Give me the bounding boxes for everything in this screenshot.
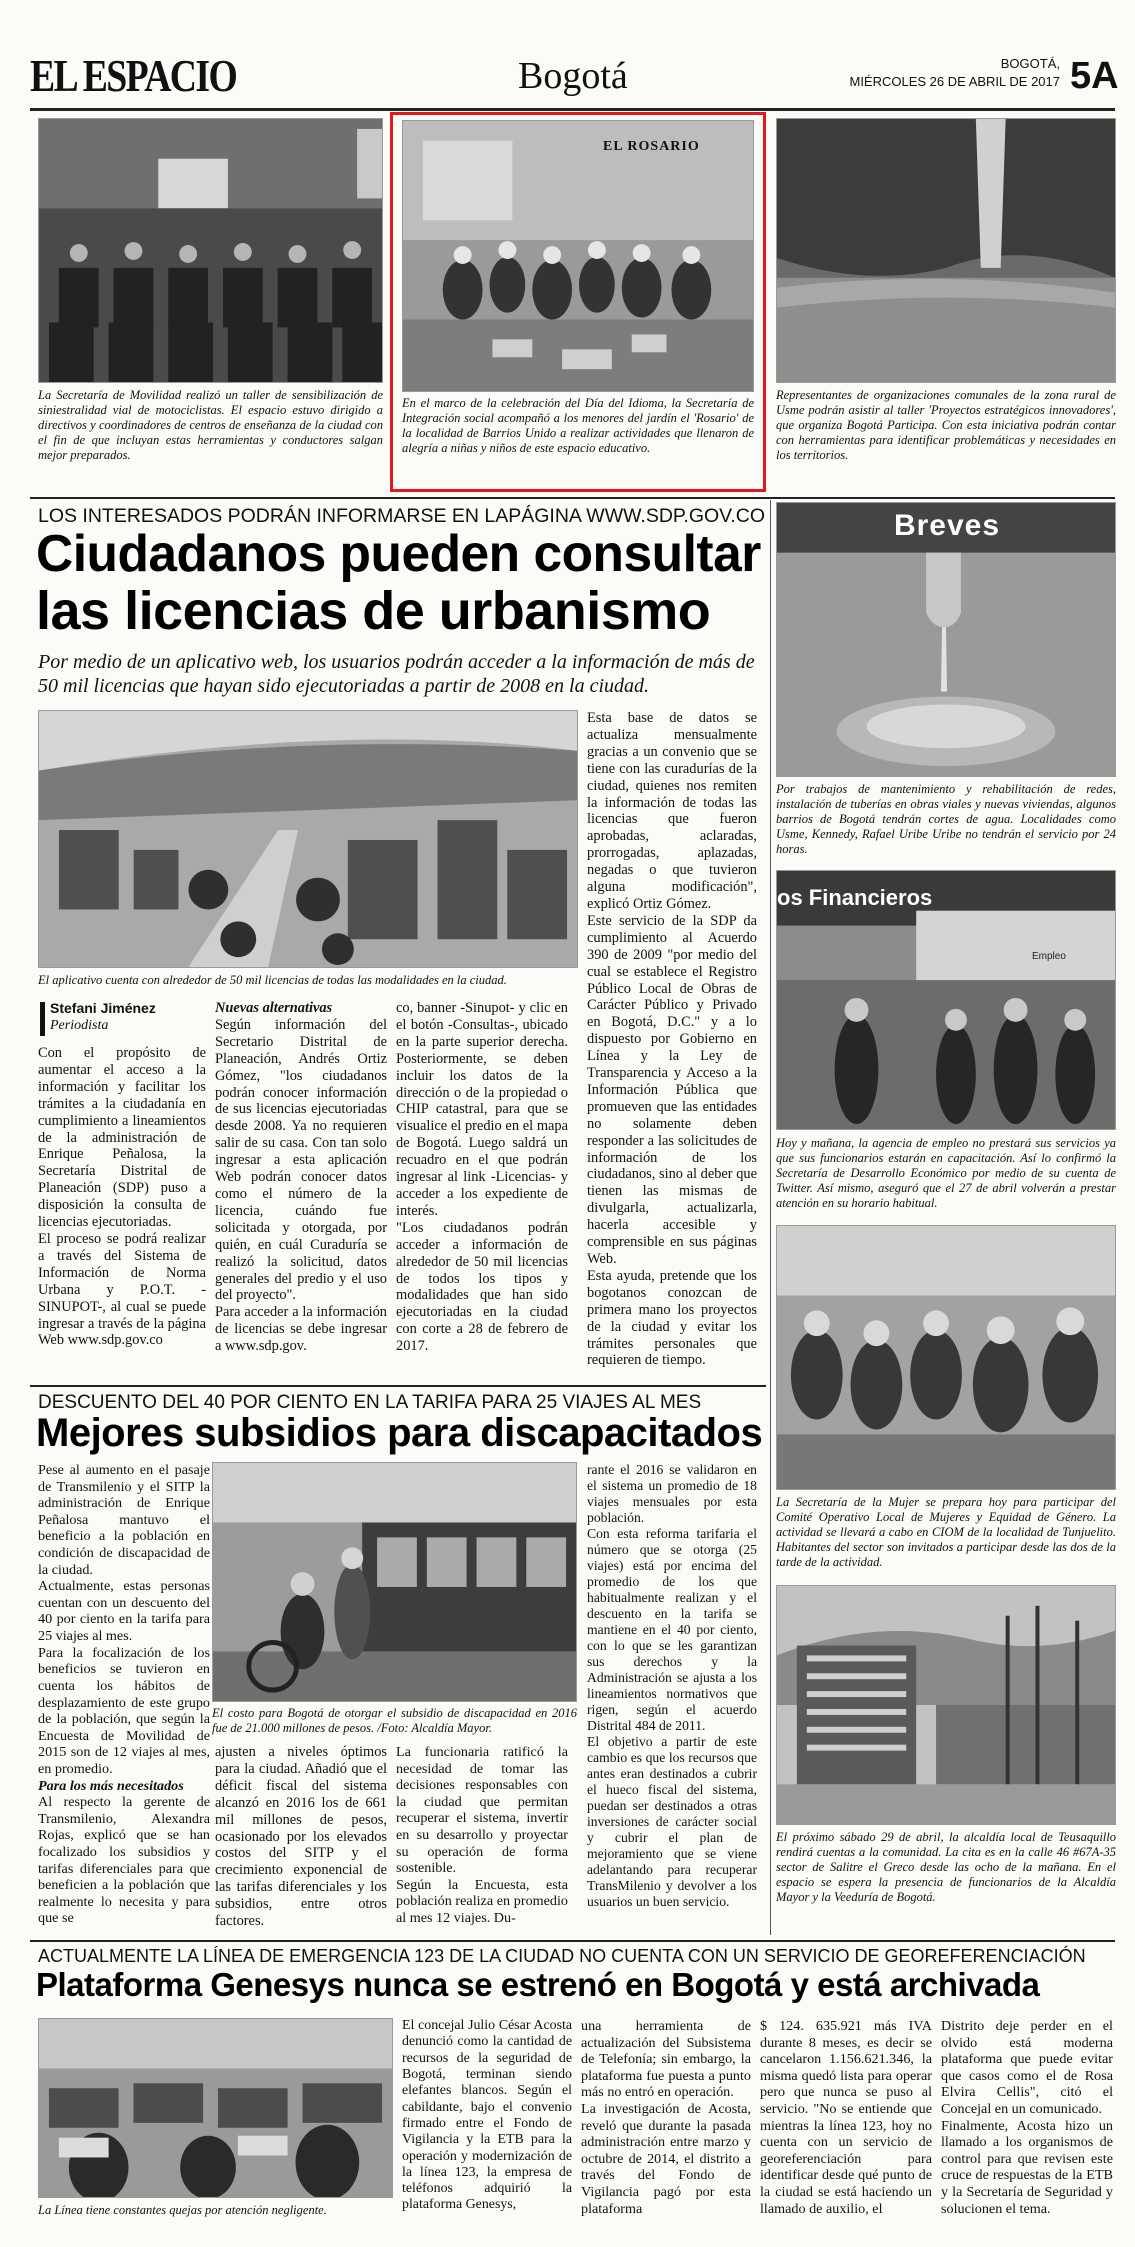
article3-column2	[581, 2018, 751, 2228]
employment-sign-text: os Financieros	[777, 885, 933, 910]
article1-column2	[215, 1000, 387, 1375]
article2-col4-p2: Con esta reforma tarifaria el número que se otorga (25 viajes) está por encima del promedio de los que habitualmente realizan y el descuento en la tarifa se mantiene en el 40 por ciento, con lo que se les garantizan sus derechos y la Administración se ajusta a los lineamientos normativos que rigen, según el acuerdo Distrital 484 de 2011.	[587, 1526, 757, 1734]
article1-lead: Por medio de un aplicativo web, los usuarios podrán acceder a la información de más de 50 mil licencias que hayan sido ejecutoriadas a partir de 2008 en la ciudad.	[38, 651, 755, 697]
rosario-caption: En el marco de la celebración del Día del Idioma, la Secretaría de Integración social acompañó a los menores del jardín el 'Rosario' de la localidad de Barrios Unido a realizar actividades que llenaron de alegría a niñas y niños de este espacio educativo.	[402, 396, 754, 455]
sidebar-divider	[770, 500, 771, 1935]
article1-col2-p2: Para acceder a la información de licencias se debe ingresar a www.sdp.gov.	[215, 1304, 387, 1355]
article2-col1-p1: Pese al aumento en el pasaje de Transmilenio y el SITP la administración de Enrique Peñalosa mantuvo el beneficio a la población en condición de discapacidad de la ciudad.	[38, 1462, 210, 1578]
byline-bar	[40, 1002, 45, 1036]
row-rule	[30, 497, 1115, 499]
article2-subhead: Para los más necesitados	[38, 1777, 184, 1794]
masthead-rule	[30, 108, 1115, 111]
breves-item-water: Por trabajos de mantenimiento y rehabilitación de redes, instalación de tuberías en obras viales y nuevas viviendas, algunos barrios de Bogotá tendrán cortes de agua. Localidades como Usme, Kennedy, Rafael Uribe Uribe no tendrán el servicio por 24 horas.	[776, 782, 1116, 856]
article3-col4-p2: Finalmente, Acosta hizo un llamado a los organismos de control para que revisen este cruce de respuestas de la ETB y la Secretaría de Seguridad y solucionen el tema.	[941, 2117, 1113, 2217]
article3-col2-p1: una herramienta de actualización del Subsistema de Telefonía; sin embargo, la plataforma fue puesta a punto más no entró en operación.	[581, 2018, 751, 2101]
breves-employment-photo	[776, 870, 1116, 1130]
article2-column1	[38, 1462, 210, 1932]
breves-women-photo	[776, 1225, 1116, 1490]
breves-title: Breves	[893, 509, 1001, 542]
article2-col2-p1: ajusten a niveles óptimos para la ciudad. Añadió que el déficit fiscal del sistema alcanzó en 2016 los de 661 mil millones de pesos, ocasionado por los elevados costos del SITP y el crecimiento exponencial de las tarifas diferenciales y los subsidios, entre otros factores.	[215, 1744, 387, 1930]
page-number: 5A	[1070, 55, 1119, 97]
article1-column4	[587, 710, 757, 1375]
masthead-date: MIÉRCOLES 26 DE ABRIL DE 2017	[849, 74, 1060, 89]
article1-col4-p1: Esta base de datos se actualiza mensualmente gracias a un convenio que se tiene con las curadurías de la ciudad, quienes nos remiten la información de todas las licencias que fueron aprobadas, aclaradas, prorrogadas, aplazadas, negadas o que tuvieron alguna modificación", explicó Ortiz Gómez.	[587, 710, 757, 912]
usme-landscape-photo	[776, 118, 1116, 383]
breves-item-employment: Hoy y mañana, la agencia de empleo no prestará sus servicios ya que sus funcionarios estarán en capacitación. Así lo confirmó la Secretaría de Desarrollo Económico por medio de su cuenta de Twitter. Así mismo, aseguró que el 27 de abril volverán a prestar atención en su horario habitual.	[776, 1136, 1116, 1210]
article1-kicker: LOS INTERESADOS PODRÁN INFORMARSE EN LAPÁGINA WWW.SDP.GOV.CO	[38, 505, 766, 527]
movilidad-caption: La Secretaría de Movilidad realizó un taller de sensibilización de siniestralidad vial de motociclistas. El espacio estuvo dirigido a directivos y coordinadores de centros de enseñanza de la ciudad con el fin de que incluyan estas herramientas y conductores salgan mejor preparados.	[38, 388, 383, 462]
employment-sign-small: Empleo	[1032, 951, 1066, 962]
bogota-city-photo	[38, 710, 578, 968]
transmilenio-photo-caption: El costo para Bogotá de otorgar el subsidio de discapacidad en 2016 fue de 21.000 millones de pesos. /Foto: Alcaldía Mayor.	[212, 1706, 577, 1735]
article2-col1-p4: Al respecto la gerente de Transmilenio, Alexandra Rojas, explicó que se han focalizado los subsidios y tarifas diferenciales para que beneficien a la población que realmente lo necesita y para que se	[38, 1794, 210, 1927]
article3-col4-p1: Distrito deje perder en el olvido está moderna plataforma que puede evitar que casos como el de Rosa Elvira Cellis", citó el Concejal en un comunicado.	[941, 2018, 1113, 2118]
article1-bottom-rule	[30, 1385, 766, 1387]
section-title: Bogotá	[518, 55, 628, 97]
usme-caption: Representantes de organizaciones comunales de la zona rural de Usme podrán asistir al taller 'Proyectos estratégicos innovadores', que organiza Bogotá Participa. Con esta iniciativa podrán contar con herramientas para identificar problemáticas y necesidades en los territorios.	[776, 388, 1116, 462]
article2-col1-p3: Para la focalización de los beneficios se tuvieron en cuenta los hábitos de desplazamiento de este grupo de la población, que según la Encuesta de Movilidad de 2015 son de 12 viajes al mes, en promedio.	[38, 1644, 210, 1777]
article2-col4-p3: El objetivo a partir de este cambio es que los recursos que antes eran destinados a cubrir el hueco fiscal del sistema, puedan ser destinados a otras inversiones de carácter social y cubrir el plan de mejoramiento que se viene adelantando para recuperar TransMilenio y devolver a los usuarios un buen servicio.	[587, 1734, 757, 1910]
masthead	[30, 50, 1119, 110]
linea-123-photo	[38, 2018, 393, 2198]
article2-kicker: DESCUENTO DEL 40 POR CIENTO EN LA TARIFA PARA 25 VIAJES AL MES	[38, 1392, 702, 1413]
breves-water-photo	[776, 502, 1116, 777]
article2-headline: Mejores subsidios para discapacitados	[36, 1411, 763, 1455]
article3-col2-p2: La investigación de Acosta, reveló que durante la pasada administración entre marzo y octubre de 2014, el distrito a través del Fondo de Vigilancia pagó por esta plataforma	[581, 2101, 751, 2217]
article2-column2	[215, 1744, 387, 1932]
breves-item-women: La Secretaría de la Mujer se prepara hoy para participar del Comité Operativo Local de Mujeres y Equidad de Género. La actividad se llevará a cabo en CIOM de la localidad de Tunjuelito. Habitantes del sector son invitados a participar desde las dos de la tarde de la actividad.	[776, 1495, 1116, 1569]
article1-col4-p3: Esta ayuda, pretende que los bogotanos conozcan de primera mano los proyectos de la ciudad y evitar los trámites personales que requieren de tiempo.	[587, 1267, 757, 1369]
article1-col2-p1: Según información del Secretario Distrital de Planeación, Andrés Ortiz Gómez, "los ciudadanos podrán conocer información de sus licencias ejecutoriadas desde 2008. Ya no requieren salir de su casa. Con tan solo ingresar a esta aplicación Web podrán conocer datos como el número de la licencia, cuándo fue solicitada y otorgada, por quién, en cuál Curaduría se realizó la solicitud, datos generales del predio y el uso del proyecto".	[215, 1016, 387, 1304]
byline-name: Stefani Jiménez	[50, 1000, 156, 1016]
article1-headline-line1: Ciudadanos pueden consultar	[36, 524, 761, 582]
article2-column3	[396, 1744, 568, 1932]
article3-top-rule	[30, 1940, 1115, 1942]
article1-col3-p1: co, banner -Sinupot- y clic en el botón -Consultas-, ubicado en la parte superior derecha. Posteriormente, se deben incluir los datos de la dirección o de la propiedad o CHIP catastral, para que se visualice el predio en el mapa de Bogotá. Luego saldrá un recuadro en el que podrán ingresar al link -Licencias- y acceder a los expediente de interés.	[396, 1000, 568, 1219]
movilidad-workshop-photo	[38, 118, 383, 383]
article3-headline: Plataforma Genesys nunca se estrenó en Bogotá y está archivada	[36, 1966, 1040, 2003]
masthead-city: BOGOTÁ,	[1000, 56, 1060, 71]
article3-col1-p1: El concejal Julio César Acosta denunció como la cantidad de recursos de la seguridad de Bogotá, terminan siendo elefantes blancos. Según el cabildante, bajo el convenio firmado entre el Fondo de Vigilancia y la ETB para la operación y modernización de la línea 123, la empresa de teléfonos adquirió la plataforma Genesys,	[402, 2018, 572, 2213]
article3-kicker: ACTUALMENTE LA LÍNEA DE EMERGENCIA 123 DE LA CIUDAD NO CUENTA CON UN SERVICIO DE GEOREFERENCIACIÓN	[38, 1946, 1086, 1966]
article1-col1-p2: El proceso se podrá realizar a través del Sistema de Información de Norma Urbana y P.O.T. -SINUPOT-, al cual se puede ingresar a través de la página Web www.sdp.gov.co	[38, 1230, 206, 1349]
article3-column4	[941, 2018, 1113, 2228]
article2-column4	[587, 1462, 757, 1932]
newspaper-logo: EL ESPACIO	[30, 50, 237, 101]
article3-column3	[760, 2018, 932, 2228]
byline-role: Periodista	[50, 1018, 109, 1033]
article2-col3-p1: La funcionaria ratificó la necesidad de tomar las decisiones responsables con la ciudad que permitan recuperar el sistema, invertir en su desarrollo y proyectar su operación de forma sostenible.	[396, 1744, 568, 1877]
article3-col3-p1: $ 124. 635.921 más IVA durante 8 meses, es decir se cancelaron 1.156.621.346, la misma quedó lista para operar pero que nunca se puso al servicio. "No se entiende que mientras la línea 123, hoy no cuenta con un servicio de georeferenciación para identificar desde qué punto de la ciudad se está haciendo un llamado de auxilio, el	[760, 2018, 932, 2217]
linea-123-caption: La Línea tiene constantes quejas por atención negligente.	[38, 2203, 327, 2217]
bogota-photo-caption: El aplicativo cuenta con alrededor de 50 mil licencias de todas las modalidades en la ciudad.	[38, 973, 507, 987]
article2-col4-p1: rante el 2016 se validaron en el sistema un promedio de 18 viajes mensuales por esta población.	[587, 1462, 757, 1526]
jardin-rosario-photo	[402, 120, 754, 392]
rosario-sign: EL ROSARIO	[603, 139, 700, 154]
article1-column1	[38, 1045, 206, 1375]
article3-column1	[402, 2018, 572, 2228]
breves-item-teusaquillo: El próximo sábado 29 de abril, la alcaldía local de Teusaquillo rendirá cuentas a la comunidad. La cita es en la calle 46 #67A-35 sector de Salitre el Greco desde las ocho de la mañana. En el espacio se espera la presencia de funcionarios de la Alcaldía Mayor y la Veeduría de Bogotá.	[776, 1830, 1116, 1904]
breves-teusaquillo-photo	[776, 1585, 1116, 1825]
article1-headline-line2: las licencias de urbanismo	[36, 581, 711, 641]
transmilenio-wheelchair-photo	[212, 1462, 577, 1702]
article1-col4-p2: Este servicio de la SDP da cumplimiento al Acuerdo 390 de 2009 "por medio del cual se establece el Registro Público Local de Obras de Carácter Público y Privado en Bogotá, D.C." y a lo dispuesto por Gobierno en Línea y la Ley de Transparencia y Acceso a la Información Pública que promueven que las entidades no solamente deben responder a las solicitudes de información de los ciudadanos, sino al deber que tienen las mismas de divulgarla, actualizarla, hacerla accesible y comprensible en sus páginas Web.	[587, 912, 757, 1267]
article1-subhead: Nuevas alternativas	[215, 1000, 333, 1016]
article2-col3-p2: Según la Encuesta, esta población realiza en promedio al mes 12 viajes. Du-	[396, 1876, 568, 1927]
article1-column3	[396, 1000, 568, 1375]
article1-col1-p1: Con el propósito de aumentar el acceso a la información y facilitar los trámites a la ciudadanía en cumplimiento a lineamientos de la administración de Enrique Peñalosa, la Secretaría Distrital de Planeación (SDP) puso a disposición la consulta de licencias ejecutoriadas.	[38, 1045, 206, 1231]
article1-col3-p2: "Los ciudadanos podrán acceder a información de alrededor de 50 mil licencias de todos los tipos y modalidades que han sido ejecutoriadas en la ciudad con corte a 28 de febrero de 2017.	[396, 1219, 568, 1355]
article2-col1-p2: Actualmente, estas personas cuentan con un descuento del 40 por ciento en la tarifa para 25 viajes al mes.	[38, 1578, 210, 1645]
